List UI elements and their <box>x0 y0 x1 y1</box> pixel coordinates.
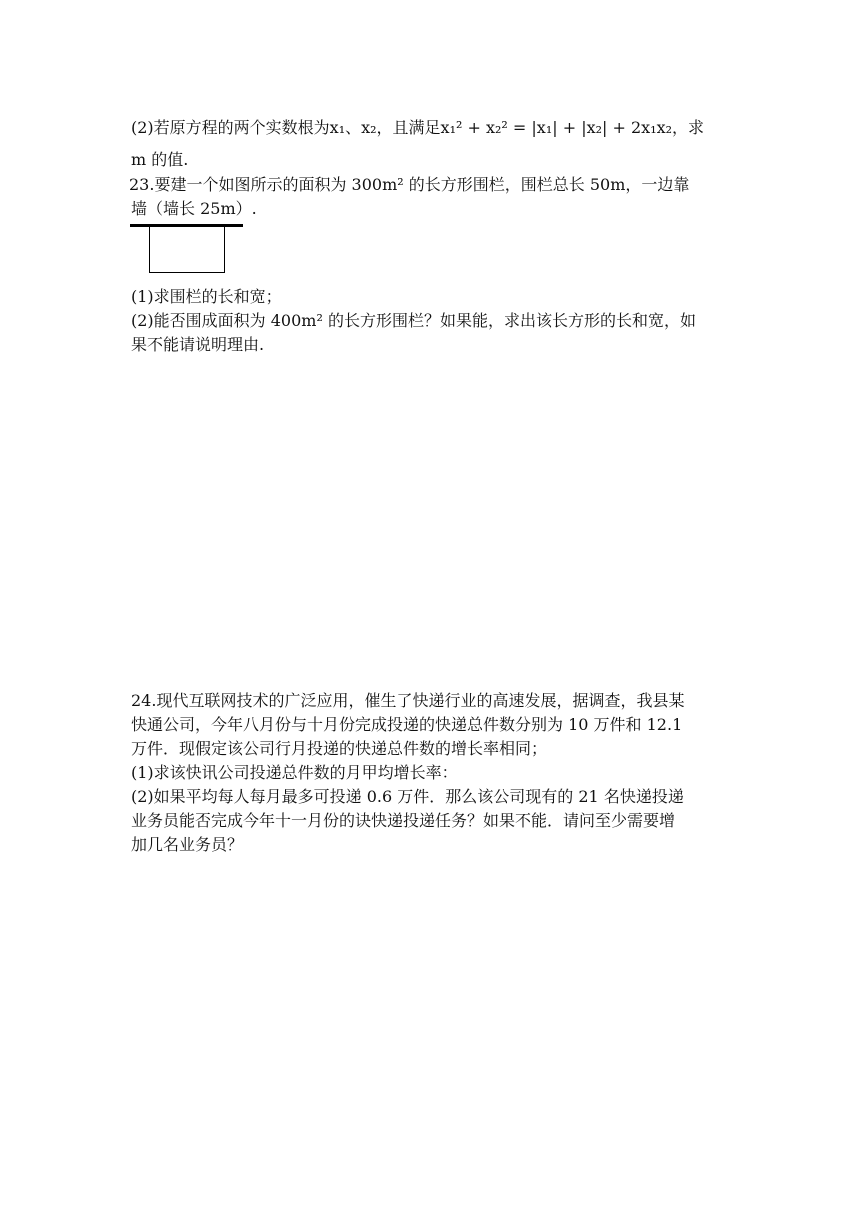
fence-rectangle <box>149 227 225 273</box>
q23-part1: (1)求围栏的长和宽； <box>131 287 282 306</box>
q23-part2-line1: (2)能否围成面积为 400m² 的长方形围栏？如果能，求出该长方形的长和宽，如 <box>131 311 696 330</box>
fence-diagram <box>130 224 245 276</box>
q24-part2-line2: 业务员能否完成今年十一月份的诀快递投递任务？如果不能．请问至少需要增 <box>131 811 676 830</box>
q23-stem-line2: 墙（墙长 25m）. <box>131 199 257 218</box>
q24-part2-line1: (2)如果平均每人每月最多可投递 0.6 万件．那么该公司现有的 21 名快递投递 <box>131 787 684 806</box>
q24-stem-line2: 快通公司，今年八月份与十月份完成投递的快递总件数分别为 10 万件和 12.1 <box>131 715 683 734</box>
q24-part1: (1)求该快讯公司投递总件数的月甲均增长率： <box>131 763 458 782</box>
q23-stem-line1: 23.要建一个如图所示的面积为 300m² 的长方形围栏，围栏总长 50m，一边靠 <box>129 175 690 194</box>
q24-stem-line1: 24.现代互联网技术的广泛应用，催生了快递行业的高速发展，据调查，我县某 <box>131 691 685 710</box>
q24-stem-line3: 万件．现假定该公司行月投递的快递总件数的增长率相同； <box>131 739 548 758</box>
q23-part2-line2: 果不能请说明理由. <box>131 335 265 354</box>
q24-part2-line3: 加几名业务员？ <box>131 835 244 854</box>
q22-part2-line1: (2)若原方程的两个实数根为x₁、x₂，且满足x₁² + x₂² = |x₁| + |x₂| + 2x₁x₂，求 <box>131 118 705 137</box>
q22-part2-line2: m 的值. <box>131 150 189 169</box>
